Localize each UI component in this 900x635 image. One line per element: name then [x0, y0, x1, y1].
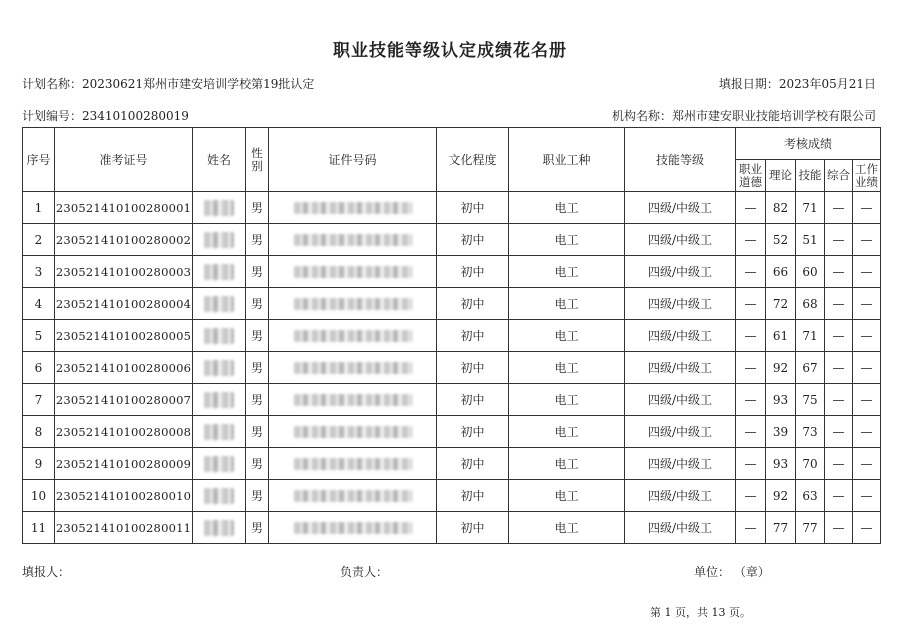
cell-gender: 男 — [246, 448, 269, 480]
table-row — [23, 416, 881, 448]
cell-skill-level: 四级/中级工 — [625, 320, 736, 352]
cell-ticket: 230521410100280003 — [55, 256, 193, 288]
cell-work: — — [853, 288, 881, 320]
cell-name — [193, 320, 246, 352]
cell-occupation: 电工 — [509, 448, 625, 480]
cell-ticket: 230521410100280007 — [55, 384, 193, 416]
header-ethics: 职业道德 — [736, 160, 766, 192]
cell-theory: 92 — [766, 352, 796, 384]
cell-education: 初中 — [437, 416, 509, 448]
cell-skill: 68 — [796, 288, 825, 320]
cell-education: 初中 — [437, 320, 509, 352]
header-work: 工作业绩 — [853, 160, 881, 192]
cell-ticket: 230521410100280008 — [55, 416, 193, 448]
header-seq: 序号 — [23, 128, 55, 192]
cell-gender: 男 — [246, 224, 269, 256]
table-row — [23, 256, 881, 288]
table-row — [23, 352, 881, 384]
cell-id-number — [269, 480, 437, 512]
cell-theory: 93 — [766, 384, 796, 416]
cell-skill: 63 — [796, 480, 825, 512]
cell-ticket: 230521410100280010 — [55, 480, 193, 512]
cell-skill: 73 — [796, 416, 825, 448]
table-row — [23, 384, 881, 416]
table-row — [23, 192, 881, 224]
redacted-id-number — [294, 234, 412, 246]
cell-comprehensive: — — [825, 352, 853, 384]
cell-occupation: 电工 — [509, 320, 625, 352]
cell-gender: 男 — [246, 352, 269, 384]
cell-skill: 51 — [796, 224, 825, 256]
cell-skill: 71 — [796, 320, 825, 352]
redacted-name — [204, 360, 234, 376]
cell-seq: 4 — [23, 288, 55, 320]
cell-name — [193, 512, 246, 544]
cell-theory: 92 — [766, 480, 796, 512]
cell-gender: 男 — [246, 416, 269, 448]
cell-skill-level: 四级/中级工 — [625, 256, 736, 288]
cell-ethics: — — [736, 480, 766, 512]
table-header — [23, 128, 881, 192]
roster-table — [22, 127, 881, 544]
cell-comprehensive: — — [825, 224, 853, 256]
cell-id-number — [269, 288, 437, 320]
cell-work: — — [853, 256, 881, 288]
cell-education: 初中 — [437, 224, 509, 256]
cell-work: — — [853, 192, 881, 224]
fill-date: 填报日期：2023年05月21日 — [718, 77, 876, 91]
cell-gender: 男 — [246, 512, 269, 544]
cell-ethics: — — [736, 192, 766, 224]
cell-ticket: 230521410100280009 — [55, 448, 193, 480]
cell-name — [193, 480, 246, 512]
plan-code: 计划编号：23410100280019 — [22, 109, 189, 123]
cell-seq: 8 — [23, 416, 55, 448]
table-row — [23, 512, 881, 544]
cell-theory: 93 — [766, 448, 796, 480]
redacted-name — [204, 200, 234, 216]
cell-skill-level: 四级/中级工 — [625, 192, 736, 224]
cell-seq: 2 — [23, 224, 55, 256]
header-skill-level: 技能等级 — [625, 128, 736, 192]
cell-name — [193, 448, 246, 480]
cell-comprehensive: — — [825, 384, 853, 416]
cell-seq: 10 — [23, 480, 55, 512]
cell-id-number — [269, 256, 437, 288]
cell-seq: 9 — [23, 448, 55, 480]
cell-work: — — [853, 384, 881, 416]
redacted-name — [204, 296, 234, 312]
cell-theory: 66 — [766, 256, 796, 288]
table-body — [23, 192, 881, 544]
cell-id-number — [269, 224, 437, 256]
cell-name — [193, 224, 246, 256]
cell-gender: 男 — [246, 288, 269, 320]
cell-seq: 7 — [23, 384, 55, 416]
organization-name: 机构名称：郑州市建安职业技能培训学校有限公司 — [611, 109, 876, 123]
cell-education: 初中 — [437, 192, 509, 224]
header-theory: 理论 — [766, 160, 796, 192]
cell-work: — — [853, 480, 881, 512]
cell-work: — — [853, 320, 881, 352]
cell-gender: 男 — [246, 480, 269, 512]
cell-education: 初中 — [437, 480, 509, 512]
cell-seq: 11 — [23, 512, 55, 544]
cell-skill: 67 — [796, 352, 825, 384]
header-skill: 技能 — [796, 160, 825, 192]
redacted-id-number — [294, 490, 412, 502]
cell-ticket: 230521410100280005 — [55, 320, 193, 352]
cell-comprehensive: — — [825, 256, 853, 288]
cell-comprehensive: — — [825, 480, 853, 512]
cell-occupation: 电工 — [509, 224, 625, 256]
cell-ethics: — — [736, 320, 766, 352]
cell-comprehensive: — — [825, 288, 853, 320]
header-comprehensive: 综合 — [825, 160, 853, 192]
cell-name — [193, 192, 246, 224]
cell-work: — — [853, 512, 881, 544]
cell-comprehensive: — — [825, 512, 853, 544]
header-occupation: 职业工种 — [509, 128, 625, 192]
cell-occupation: 电工 — [509, 352, 625, 384]
cell-theory: 39 — [766, 416, 796, 448]
redacted-id-number — [294, 298, 412, 310]
cell-occupation: 电工 — [509, 480, 625, 512]
redacted-name — [204, 456, 234, 472]
page-title: 职业技能等级认定成绩花名册 — [333, 41, 567, 61]
cell-ethics: — — [736, 352, 766, 384]
redacted-id-number — [294, 266, 412, 278]
cell-name — [193, 288, 246, 320]
cell-theory: 72 — [766, 288, 796, 320]
redacted-name — [204, 328, 234, 344]
cell-ticket: 230521410100280004 — [55, 288, 193, 320]
redacted-id-number — [294, 202, 412, 214]
cell-ethics: — — [736, 224, 766, 256]
table-row — [23, 288, 881, 320]
cell-theory: 52 — [766, 224, 796, 256]
cell-name — [193, 256, 246, 288]
cell-education: 初中 — [437, 256, 509, 288]
header-id-number: 证件号码 — [269, 128, 437, 192]
cell-comprehensive: — — [825, 448, 853, 480]
cell-occupation: 电工 — [509, 416, 625, 448]
cell-ticket: 230521410100280006 — [55, 352, 193, 384]
cell-ethics: — — [736, 384, 766, 416]
cell-skill: 77 — [796, 512, 825, 544]
cell-comprehensive: — — [825, 192, 853, 224]
redacted-id-number — [294, 522, 412, 534]
cell-skill-level: 四级/中级工 — [625, 448, 736, 480]
cell-id-number — [269, 352, 437, 384]
cell-skill-level: 四级/中级工 — [625, 416, 736, 448]
redacted-name — [204, 392, 234, 408]
redacted-id-number — [294, 394, 412, 406]
cell-occupation: 电工 — [509, 256, 625, 288]
cell-seq: 6 — [23, 352, 55, 384]
cell-education: 初中 — [437, 384, 509, 416]
header-ticket: 准考证号 — [55, 128, 193, 192]
cell-comprehensive: — — [825, 320, 853, 352]
cell-skill-level: 四级/中级工 — [625, 224, 736, 256]
cell-occupation: 电工 — [509, 384, 625, 416]
cell-seq: 1 — [23, 192, 55, 224]
cell-id-number — [269, 384, 437, 416]
cell-work: — — [853, 352, 881, 384]
cell-skill-level: 四级/中级工 — [625, 384, 736, 416]
redacted-id-number — [294, 330, 412, 342]
cell-ethics: — — [736, 288, 766, 320]
cell-seq: 3 — [23, 256, 55, 288]
cell-skill: 60 — [796, 256, 825, 288]
redacted-name — [204, 520, 234, 536]
cell-skill: 70 — [796, 448, 825, 480]
cell-ticket: 230521410100280001 — [55, 192, 193, 224]
table-row — [23, 224, 881, 256]
table-row — [23, 448, 881, 480]
cell-theory: 82 — [766, 192, 796, 224]
cell-gender: 男 — [246, 384, 269, 416]
cell-occupation: 电工 — [509, 288, 625, 320]
header-education: 文化程度 — [437, 128, 509, 192]
cell-gender: 男 — [246, 256, 269, 288]
redacted-id-number — [294, 458, 412, 470]
header-scores: 考核成绩 — [736, 128, 881, 160]
cell-ethics: — — [736, 416, 766, 448]
redacted-id-number — [294, 362, 412, 374]
header-name: 姓名 — [193, 128, 246, 192]
cell-name — [193, 384, 246, 416]
cell-seq: 5 — [23, 320, 55, 352]
cell-id-number — [269, 512, 437, 544]
redacted-id-number — [294, 426, 412, 438]
cell-theory: 61 — [766, 320, 796, 352]
cell-ticket: 230521410100280011 — [55, 512, 193, 544]
cell-gender: 男 — [246, 320, 269, 352]
redacted-name — [204, 424, 234, 440]
cell-education: 初中 — [437, 288, 509, 320]
cell-occupation: 电工 — [509, 192, 625, 224]
redacted-name — [204, 264, 234, 280]
cell-skill: 71 — [796, 192, 825, 224]
cell-work: — — [853, 224, 881, 256]
cell-education: 初中 — [437, 512, 509, 544]
cell-skill-level: 四级/中级工 — [625, 288, 736, 320]
cell-ticket: 230521410100280002 — [55, 224, 193, 256]
cell-comprehensive: — — [825, 416, 853, 448]
cell-ethics: — — [736, 448, 766, 480]
cell-id-number — [269, 448, 437, 480]
cell-name — [193, 352, 246, 384]
cell-id-number — [269, 320, 437, 352]
plan-name: 计划名称：20230621郑州市建安培训学校第19批认定 — [22, 77, 315, 91]
table-row — [23, 320, 881, 352]
cell-skill-level: 四级/中级工 — [625, 352, 736, 384]
cell-ethics: — — [736, 256, 766, 288]
cell-occupation: 电工 — [509, 512, 625, 544]
cell-theory: 77 — [766, 512, 796, 544]
cell-id-number — [269, 192, 437, 224]
table-row — [23, 480, 881, 512]
cell-id-number — [269, 416, 437, 448]
redacted-name — [204, 232, 234, 248]
cell-work: — — [853, 416, 881, 448]
cell-skill-level: 四级/中级工 — [625, 480, 736, 512]
cell-name — [193, 416, 246, 448]
cell-skill-level: 四级/中级工 — [625, 512, 736, 544]
cell-ethics: — — [736, 512, 766, 544]
responsible-label: 负责人： — [340, 565, 389, 579]
filler-label: 填报人： — [22, 565, 71, 579]
page-indicator: 第 1 页，共 13 页。 — [650, 606, 751, 619]
redacted-name — [204, 488, 234, 504]
cell-education: 初中 — [437, 352, 509, 384]
cell-work: — — [853, 448, 881, 480]
unit-label: 单位： （章） — [694, 565, 770, 579]
header-gender: 性别 — [246, 128, 269, 192]
cell-skill: 75 — [796, 384, 825, 416]
cell-education: 初中 — [437, 448, 509, 480]
cell-gender: 男 — [246, 192, 269, 224]
